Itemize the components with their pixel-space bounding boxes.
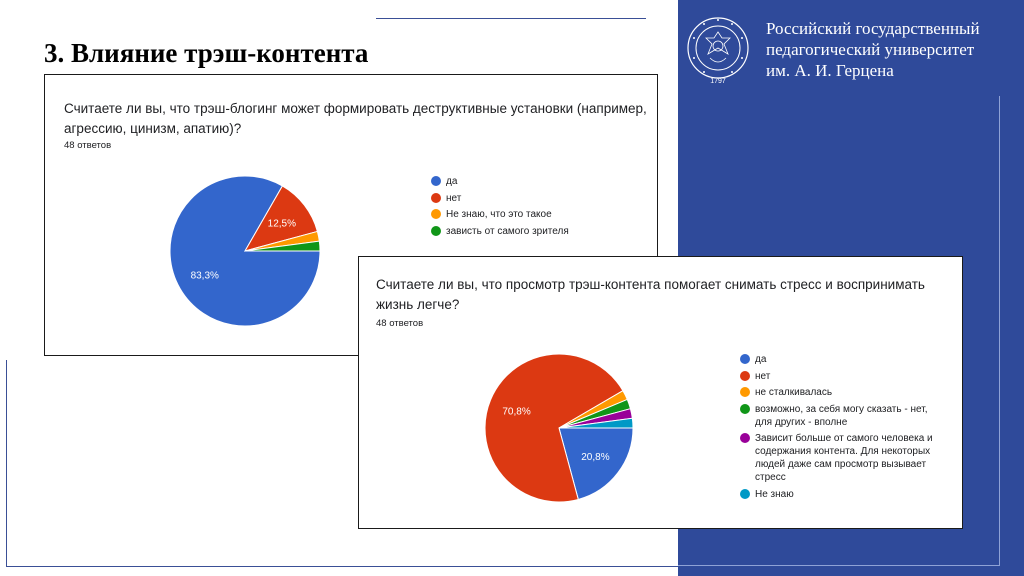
legend-label: Не знаю, что это такое: [446, 209, 552, 220]
panel-frame-line: [678, 565, 1000, 566]
question-line: Считаете ли вы, что просмотр трэш-контента помогает снимать стресс и воспринимать: [376, 277, 925, 292]
legend-swatch: [431, 176, 441, 186]
top-decor-line: [376, 18, 646, 19]
pie-data-label: 83,3%: [190, 270, 219, 282]
pie-data-label: 12,5%: [267, 218, 297, 230]
university-name-line: им. А. И. Герцена: [766, 61, 894, 80]
university-seal-icon: [686, 8, 750, 88]
bottom-decor-line: [6, 566, 678, 567]
legend-label: нет: [755, 370, 771, 382]
legend-item: [740, 403, 927, 429]
response-count-2: 48 ответов: [376, 318, 424, 329]
legend-swatch: [740, 404, 750, 414]
legend-label: Не знаю: [755, 488, 794, 500]
legend-item: [740, 432, 933, 484]
legend-label: не сталкивалась: [755, 387, 833, 398]
pie-data-label: 20,8%: [581, 451, 610, 463]
chart-card-2: [358, 256, 963, 529]
question-line: агрессию, цинизм, апатию)?: [64, 121, 242, 136]
legend-swatch: [740, 354, 750, 364]
legend-label: возможно, за себя могу сказать - нет, для других - вполне: [755, 403, 928, 428]
pie-data-label: 70,8%: [502, 406, 531, 418]
legend-label: да: [446, 176, 458, 187]
pie-chart-1: [145, 151, 345, 351]
legend-item: [431, 175, 457, 188]
pie-chart-2: [459, 328, 659, 528]
legend-label: Зависит больше от самого человека и содержания контента. Для некоторых людей даже сам просмотр вызывает стресс: [755, 433, 933, 483]
legend-item: [740, 353, 766, 366]
legend-label: зависть от самого зрителя: [446, 225, 569, 237]
question-title-2: [376, 275, 925, 315]
question-line: Считаете ли вы, что трэш-блогинг может формировать деструктивные установки (например,: [64, 101, 647, 116]
legend-swatch: [431, 193, 441, 203]
legend-label: нет: [446, 192, 462, 204]
legend-swatch: [431, 209, 441, 219]
university-name-line: педагогический университет: [766, 40, 975, 59]
legend-swatch: [431, 226, 441, 236]
university-name: [766, 18, 980, 81]
response-count-1: 48 ответов: [64, 140, 112, 151]
left-decor-line: [6, 360, 7, 566]
legend-swatch: [740, 371, 750, 381]
legend-item: [431, 225, 569, 238]
legend-item: [431, 208, 552, 221]
legend-item: [740, 370, 770, 383]
question-title-1: [64, 99, 647, 139]
panel-frame-line: [999, 96, 1000, 566]
legend-swatch: [740, 489, 750, 499]
seal-year: 1797: [710, 78, 726, 85]
legend-item: [740, 488, 794, 501]
legend-swatch: [740, 387, 750, 397]
legend-item: [431, 192, 461, 205]
question-line: жизнь легче?: [376, 297, 460, 312]
slide-title: 3. Влияние трэш-контента: [44, 38, 369, 68]
university-name-line: Российский государственный: [766, 19, 980, 38]
legend-swatch: [740, 433, 750, 443]
legend-item: [740, 386, 832, 399]
legend-label: да: [755, 354, 767, 365]
